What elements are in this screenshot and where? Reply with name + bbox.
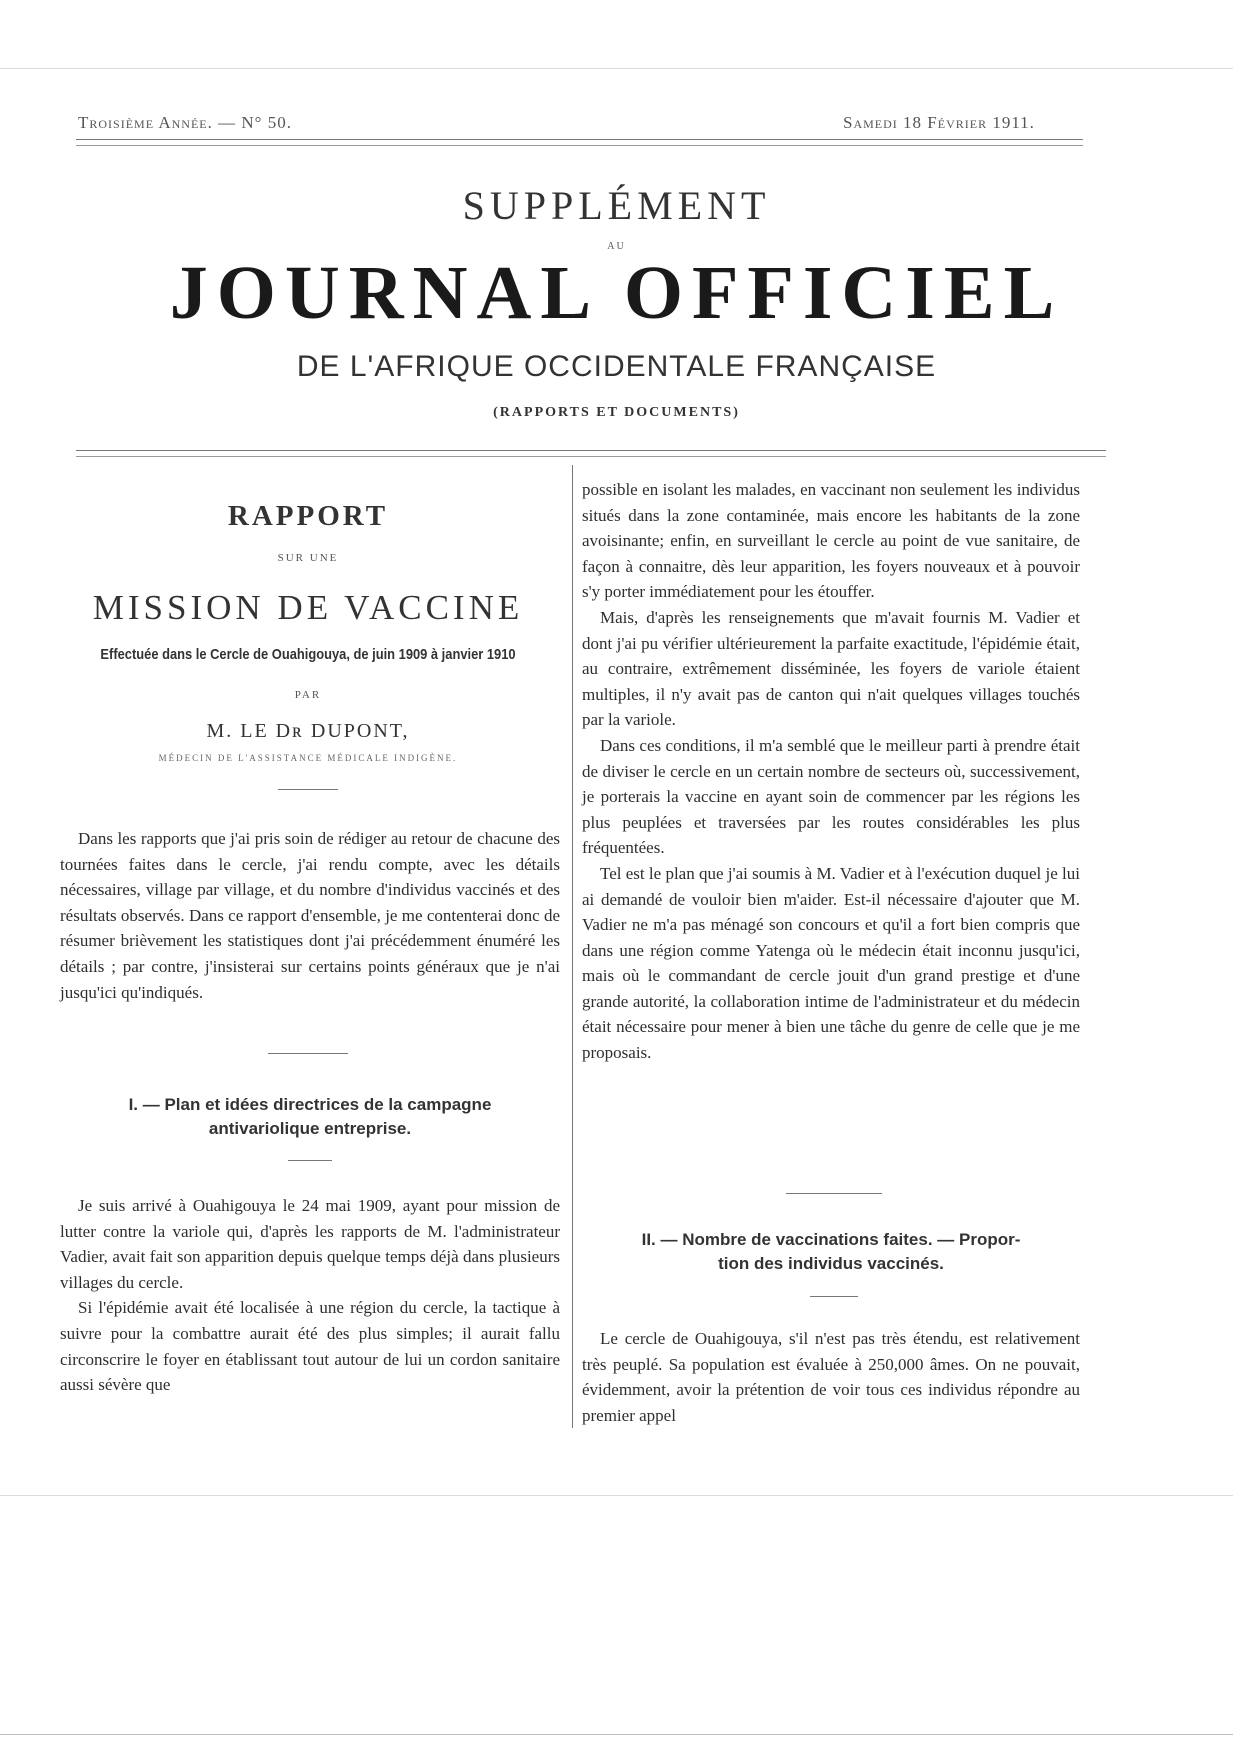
bottom-edge-rule [0,1734,1233,1735]
right-bottom-column [582,1326,1080,1428]
sur-une-label: SUR UNE [277,552,339,564]
right-body-column [582,477,1080,1066]
rapport-heading: RAPPORT [227,500,389,532]
paragraph-conditions: Dans ces conditions, il m'a semblé que le meilleur parti à prendre était de diviser le cercle en un certain nombre de secteurs où, successivement, je porterais la vaccine en ayant soin de commencer par les régions les plus peuplées et traversées par les routes considérables les plus fréquentées. [582,735,1080,858]
masthead-double-rule [76,450,1106,457]
top-border-rule [0,68,1233,69]
section-2-heading [582,1228,1080,1276]
paragraph-epidemic-continued: possible en isolant les malades, en vaccinant non seulement les individus situés dans la zone contaminée, mais encore les habitants de la zone avoisinante; enfin, en surveillant le cercle au point de vue sanitaire, de façon à connaitre, dès leur apparition, les foyers nouveaux et à pouvoir s'y porter immédiatement pour les étouffer. [582,480,1080,602]
issue-number: Troisième Année. — N° 50. [78,113,292,132]
au-label: AU [607,241,626,252]
intro-separator [268,1053,348,1054]
section-2-line-2: tion des individus vaccinés. [718,1254,944,1273]
column-divider [572,465,573,1428]
author-separator [278,789,338,790]
author-name: M. LE Dʀ DUPONT, [206,720,410,742]
section-1-line-1: I. — Plan et idées directrices de la campagne [128,1095,492,1114]
afrique-subtitle: DE L'AFRIQUE OCCIDENTALE FRANÇAISE [296,350,937,383]
section-2-line-1: II. — Nombre de vaccinations faites. — Propor- [641,1230,1021,1249]
intro-paragraph [60,826,560,1005]
right-column-separator [786,1193,882,1194]
section-1-heading [60,1093,560,1141]
mission-subtitle: Effectuée dans le Cercle de Ouahigouya, de juin 1909 à janvier 1910 [100,646,516,663]
header-double-rule [76,139,1083,146]
section-1-line-2: antivariolique entreprise. [208,1119,412,1138]
paragraph-epidemic: Si l'épidémie avait été localisée à une région du cercle, la tactique à suivre pour la combattre aurait été des plus simples; il aurait fallu circonscrire le foyer en établissant tout autour de lui un cordon sanitaire aussi sévère que [60,1298,560,1395]
left-body-column [60,1193,560,1398]
paragraph-renseignements: Mais, d'après les renseignements que m'avait fournis M. Vadier et dont j'ai pu vérifier ultérieurement la parfaite exactitude, l'épidémie était, au contraire, extrêmement disséminée, les foyers de variole étaient multiples, il n'y avait pas de canton qui n'ait quelques villages touchés par la variole. [582,607,1080,730]
supplement-title: SUPPLÉMENT [462,183,771,228]
author-title: MÉDECIN DE L'ASSISTANCE MÉDICALE INDIGÈNE. [158,753,458,763]
par-label: PAR [294,689,322,701]
issue-date: Samedi 18 Février 1911. [843,113,1035,132]
paragraph-population: Le cercle de Ouahigouya, s'il n'est pas très étendu, est relativement très peuplé. Sa population est évaluée à 250,000 âmes. On ne pouvait, évidemment, avoir la prétention de voir tous ces individus répondre au premier appel [582,1329,1080,1425]
rapports-documents-label: (RAPPORTS ET DOCUMENTS) [493,405,740,420]
journal-officiel-title: JOURNAL OFFICIEL [169,251,1064,335]
section-1-separator [288,1160,332,1161]
intro-text: Dans les rapports que j'ai pris soin de rédiger au retour de chacune des tournées faites dans le cercle, j'ai rendu compte, avec les détails nécessaires, village par village, et du nombre d'individus vaccinés et des résultats observés. Dans ce rapport d'ensemble, je me contenterai donc de résumer brièvement les statistiques dont j'ai précédemment énuméré les détails ; par contre, j'insisterai sur certains points généraux que je n'ai jusqu'ici qu'indiqués. [60,829,560,1002]
bottom-border-rule [0,1495,1233,1496]
mission-heading: MISSION DE VACCINE [92,588,524,627]
section-2-separator [810,1296,858,1297]
paragraph-arrival: Je suis arrivé à Ouahigouya le 24 mai 1909, ayant pour mission de lutter contre la variole qui, d'après les rapports de M. l'administrateur Vadier, avait fait son apparition depuis quelque temps déjà dans plusieurs villages du cercle. [60,1196,560,1292]
paragraph-plan: Tel est le plan que j'ai soumis à M. Vadier et à l'exécution duquel je lui ai demandé de vouloir bien m'aider. Est-il nécessaire d'ajouter que M. Vadier ne m'a pas ménagé son concours et qu'il a fort bien compris que dans une région comme Yatenga où le médecin était inconnu jusqu'ici, mais où le commandant de cercle jouit d'un grand prestige et d'une grande autorité, la collaboration intime de l'administrateur et du médecin était nécessaire pour mener à bien une tâche du genre de celle que je me proposais. [582,863,1080,1063]
